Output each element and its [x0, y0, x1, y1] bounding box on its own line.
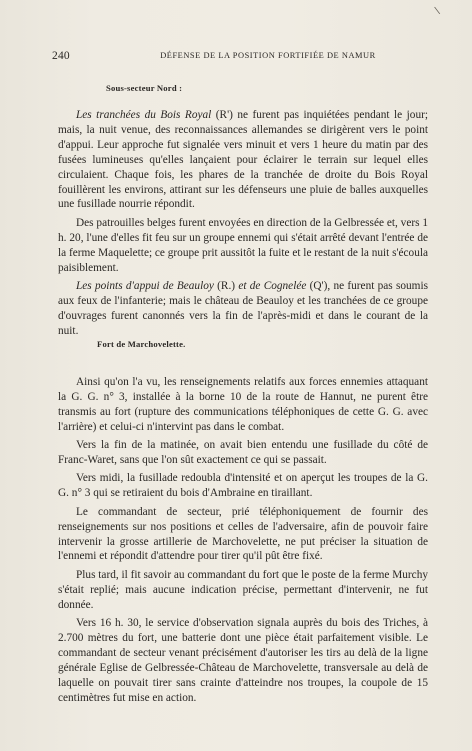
- heading-sous-secteur-nord: Sous-secteur Nord :: [106, 83, 183, 93]
- heading-fort-marchovelette: Fort de Marchovelette.: [97, 339, 186, 349]
- section-fort-body: [58, 375, 428, 706]
- paragraph-bois-royal: [58, 108, 428, 212]
- section-nord-body: [58, 108, 428, 339]
- running-header: [52, 50, 426, 64]
- paragraph-fort-6: Vers 16 h. 30, le service d'observation signala auprès du bois des Triches, à 2.700 mètres du fort, une batterie dont une pièce était parfaitement visible. Le commandant de secteur venant précisément d'autoriser les tirs au delà de la ligne générale Eglise de Gelbressée-Château de Marchovelette, transversale au delà de laquelle on pouvait tirer sans crainte d'atteindre nos troupes, la coupole de 15 centimètres fut mise en action.: [58, 617, 428, 704]
- paragraph-beauloy-cognelee: [58, 279, 428, 339]
- beauloy-text: (Q'), ne furent pas soumis aux feux de l'infanterie; mais le château de Beauloy et les tranchées de ce groupe d'ouvrages furent canonnés vers la fin de l'après-midi et dans le courant de la nuit.: [58, 279, 428, 337]
- paragraph-patrouilles: Des patrouilles belges furent envoyées en direction de la Gelbressée et, vers 1 h. 20, l'une d'elles fit feu sur un groupe ennemi qui s'était arrêté devant l'entrée de la ferme Maquelette; ce groupe prit aussitôt la fuite et le restant de la nuit s'écoula paisiblement.: [58, 216, 428, 274]
- corner-mark: ∖: [432, 5, 443, 18]
- bois-royal-text: (R') ne furent pas inquiétées pendant le jour; mais, la nuit venue, des reconnaissances allemandes se dirigèrent vers le point d'appui. Leur approche fut signalée vers minuit et vers 1 heure du matin par des fusées lumineuses qu'elles lançaient pour éclairer le terrain sur lequel elles circulaient. Chaque fois, les phares de la tranchée de droite du Bois Royal fouillèrent les environs, attirant sur les défenseurs une pluie de balles auxquelles une fusillade nourrie répondit.: [58, 109, 428, 211]
- paragraph-fort-4: Le commandant de secteur, prié téléphoniquement de fournir des renseignements sur nos positions et celles de l'adversaire, afin de pouvoir faire intervenir la grosse artillerie de Marchovelette, ne put préciser la situation de l'ennemi et répondit d'attendre pour tirer qu'il pût être fixé.: [58, 505, 428, 563]
- beauloy-ref: (R.): [213, 279, 239, 292]
- cognelee-lead: et de Cognelée: [238, 279, 307, 292]
- paragraph-fort-5: Plus tard, il fit savoir au commandant du fort que le poste de la ferme Murchy s'était replié; mais aucune indication précise, permettant d'intervenir, ne fut donnée.: [58, 568, 428, 611]
- page-number: 240: [52, 50, 70, 62]
- paragraph-fort-3: Vers midi, la fusillade redoubla d'intensité et on aperçut les troupes de la G. G. n° 3 qui se retiraient du bois d'Ambraine en tiraillant.: [58, 472, 428, 500]
- running-title: DÉFENSE DE LA POSITION FORTIFIÉE DE NAMUR: [160, 51, 376, 60]
- paragraph-fort-1: Ainsi qu'on l'a vu, les renseignements relatifs aux forces ennemies attaquant la G. G. n° 3, installée à la borne 10 de la route de Hannut, ne purent être transmis au fort (rupture des communications téléphoniques de cette G. G. avec l'arrière) et celui-ci n'intervint pas dans le combat.: [58, 376, 428, 433]
- bois-royal-lead: Les tranchées du Bois Royal: [76, 109, 212, 121]
- beauloy-lead: Les points d'appui de Beauloy: [76, 279, 214, 292]
- paragraph-fort-2: Vers la fin de la matinée, on avait bien entendu une fusillade du côté de Franc-Waret, sans que l'on sût exactement ce qui se passait.: [58, 439, 428, 467]
